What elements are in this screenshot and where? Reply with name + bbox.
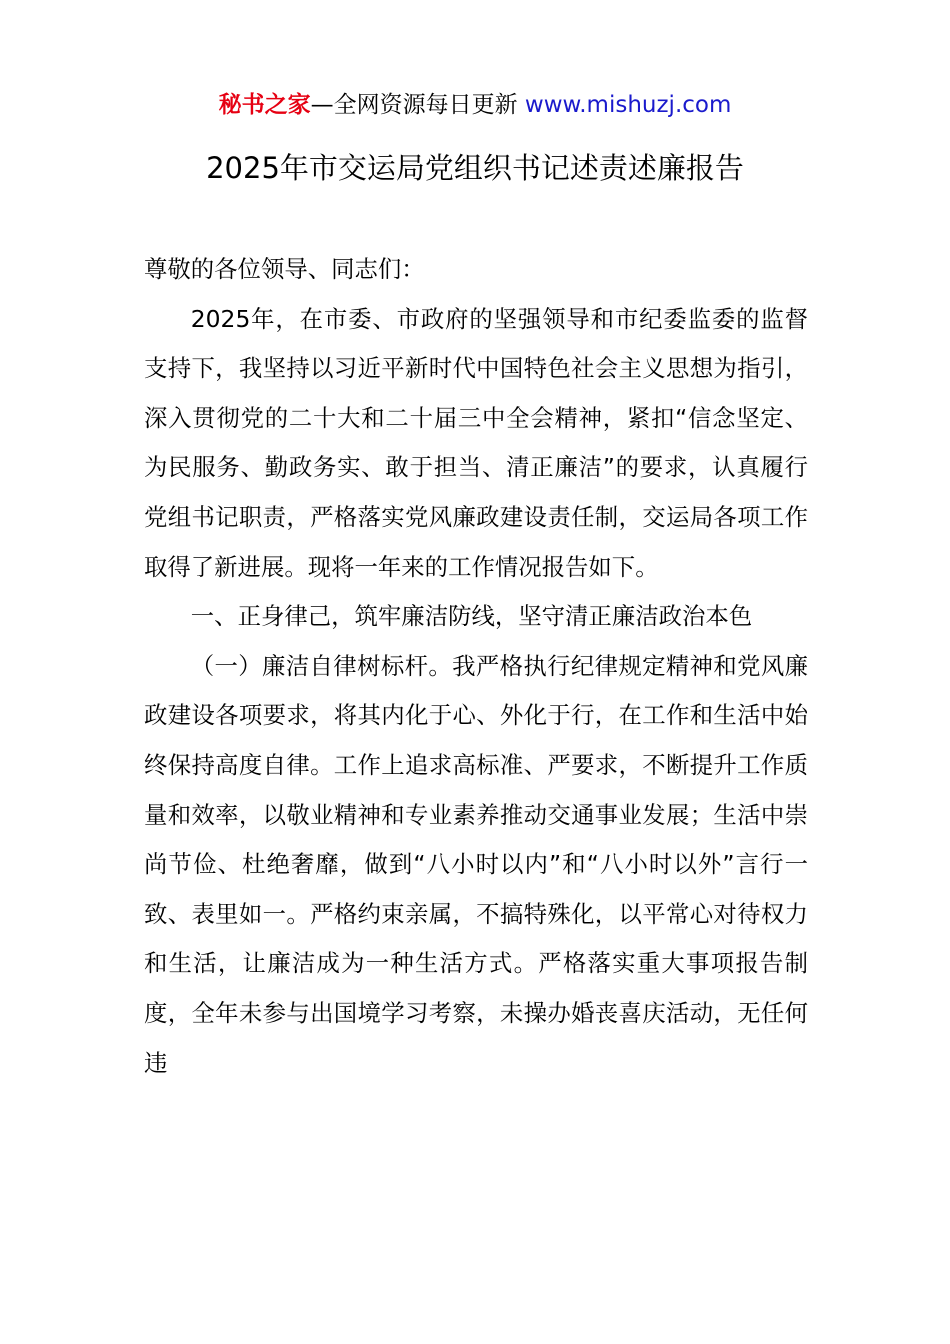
document-title: 2025年市交运局党组织书记述责述廉报告 [206, 151, 744, 185]
subsection-paragraph: （一）廉洁自律树标杆。我严格执行纪律规定精神和党风廉政建设各项要求，将其内化于心、外化于行，在工作和生活中始终保持高度自律。工作上追求高标准、严要求，不断提升工作质量和效率，以敬业精神和专业素养推动交通事业发展；生活中崇尚节俭、杜绝奢靡，做到“八小时以内”和“八小时以外”言行一致、表里如一。严格约束亲属，不搞特殊化，以平常心对待权力和生活，让廉洁成为一种生活方式。严格落实重大事项报告制度，全年未参与出国境学习考察，未操办婚丧喜庆活动，无任何违 [144, 651, 808, 1077]
brand-name: 秘书之家 [218, 92, 311, 118]
header-tagline: —全网资源每日更新 [310, 92, 518, 118]
site-header [0, 88, 950, 122]
document-body [144, 245, 808, 1088]
site-url-link[interactable]: www.mishuzj.com [524, 92, 732, 118]
salutation: 尊敬的各位领导、同志们： [144, 255, 425, 283]
intro-paragraph: 2025年，在市委、市政府的坚强领导和市纪委监委的监督支持下，我坚持以习近平新时代中国特色社会主义思想为指引，深入贯彻党的二十大和二十届三中全会精神，紧扣“信念坚定、为民服务、勤政务实、敢于担当、清正廉洁”的要求，认真履行党组书记职责，严格落实党风廉政建设责任制，交运局各项工作取得了新进展。现将一年来的工作情况报告如下。 [144, 304, 808, 581]
section-heading: 一、正身律己，筑牢廉洁防线，坚守清正廉洁政治本色 [190, 602, 753, 631]
